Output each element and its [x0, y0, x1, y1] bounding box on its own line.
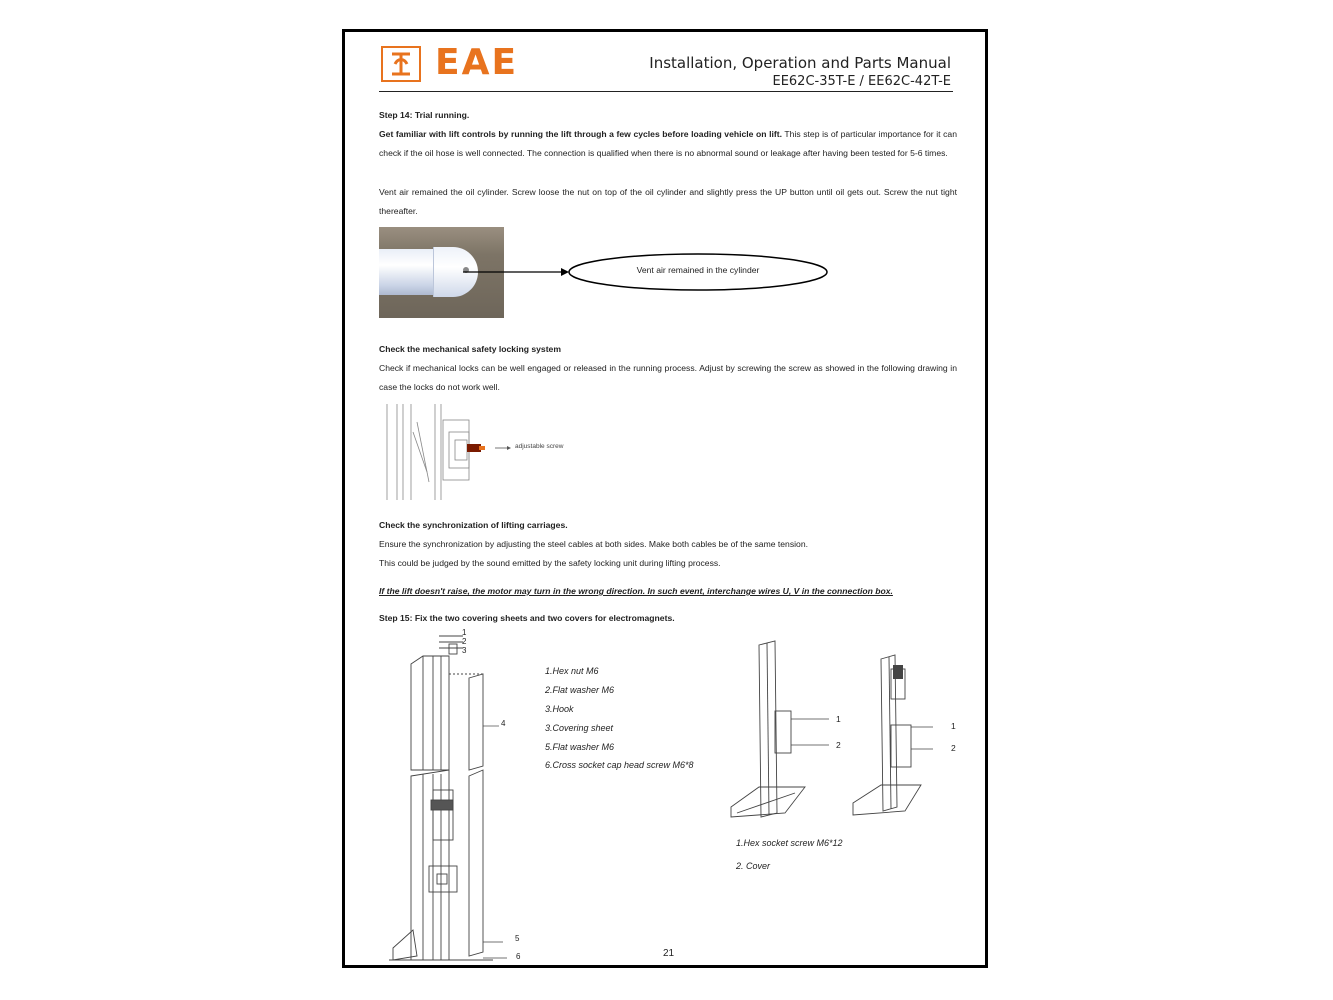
- part-item-1: 1.Hex nut M6: [545, 666, 599, 676]
- motor-direction-warning: If the lift doesn't raise, the motor may turn in the wrong direction. In such event, interchange wires U, V in the connection box.: [379, 586, 893, 596]
- right-callout-4: 2: [951, 743, 956, 753]
- part-item-3: 3.Hook: [545, 704, 574, 714]
- right-callout-1: 1: [836, 714, 841, 724]
- manual-page: [342, 29, 988, 968]
- right-callout-3: 1: [951, 721, 956, 731]
- vent-instructions: Vent air remained the oil cylinder. Screw loose the nut on top of the oil cylinder and slightly press the UP button until oil gets out. Screw the nut tight thereafter.: [379, 187, 957, 216]
- sync-line-1: Ensure the synchronization by adjusting the steel cables at both sides. Make both cables be of the same tension.: [379, 539, 808, 549]
- left-callout-6: 6: [516, 952, 521, 961]
- right-part-item-1: 1.Hex socket screw M6*12: [736, 838, 843, 848]
- part-item-6: 6.Cross socket cap head screw M6*8: [545, 760, 694, 770]
- left-callout-5: 5: [515, 934, 520, 943]
- left-callout-2: 2: [462, 637, 467, 646]
- part-item-4: 3.Covering sheet: [545, 723, 614, 733]
- left-callout-1: 1: [462, 628, 467, 637]
- step14-lead-rest: This step is of particular importance for it can check if the oil hose is well connected. The connection is qualified when there is no abnormal sound or leakage after having been tested for 5-6 times.: [379, 129, 957, 158]
- step14-lead-bold: Get familiar with lift controls by running the lift through a few cycles before loading vehicle on lift.: [379, 129, 782, 139]
- left-callout-4: 4: [501, 719, 506, 728]
- right-part-item-2: 2. Cover: [736, 861, 771, 871]
- sync-heading: Check the synchronization of lifting carriages.: [379, 520, 568, 530]
- part-item-2: 2.Flat washer M6: [545, 685, 615, 695]
- vent-callout-label: Vent air remained in the cylinder: [636, 265, 760, 275]
- column-cover-drawing: [383, 630, 533, 965]
- left-callout-3: 3: [462, 646, 467, 655]
- model-numbers: EE62C-35T-E / EE62C-42T-E: [772, 74, 951, 89]
- safety-paragraph: Check if mechanical locks can be well engaged or released in the running process. Adjust by screwing the screw as showed in the following drawing in case the locks do not work well.: [379, 363, 957, 392]
- sync-line-2: This could be judged by the sound emitted by the safety locking unit during lifting process.: [379, 558, 721, 568]
- page-number: 21: [663, 948, 675, 959]
- part-item-5: 5.Flat washer M6: [545, 742, 615, 752]
- safety-heading: Check the mechanical safety locking system: [379, 344, 561, 354]
- step14-heading: Step 14: Trial running.: [379, 110, 470, 120]
- safety-lock-drawing: [383, 402, 583, 502]
- step15-heading: Step 15: Fix the two covering sheets and two covers for electromagnets.: [379, 613, 675, 623]
- electromagnet-cover-drawing: [725, 637, 965, 827]
- adjustable-screw-label: adjustable screw: [515, 443, 564, 450]
- right-callout-2: 2: [836, 740, 841, 750]
- brand-logo-text: EAE: [435, 42, 519, 83]
- manual-title: Installation, Operation and Parts Manual: [649, 54, 951, 72]
